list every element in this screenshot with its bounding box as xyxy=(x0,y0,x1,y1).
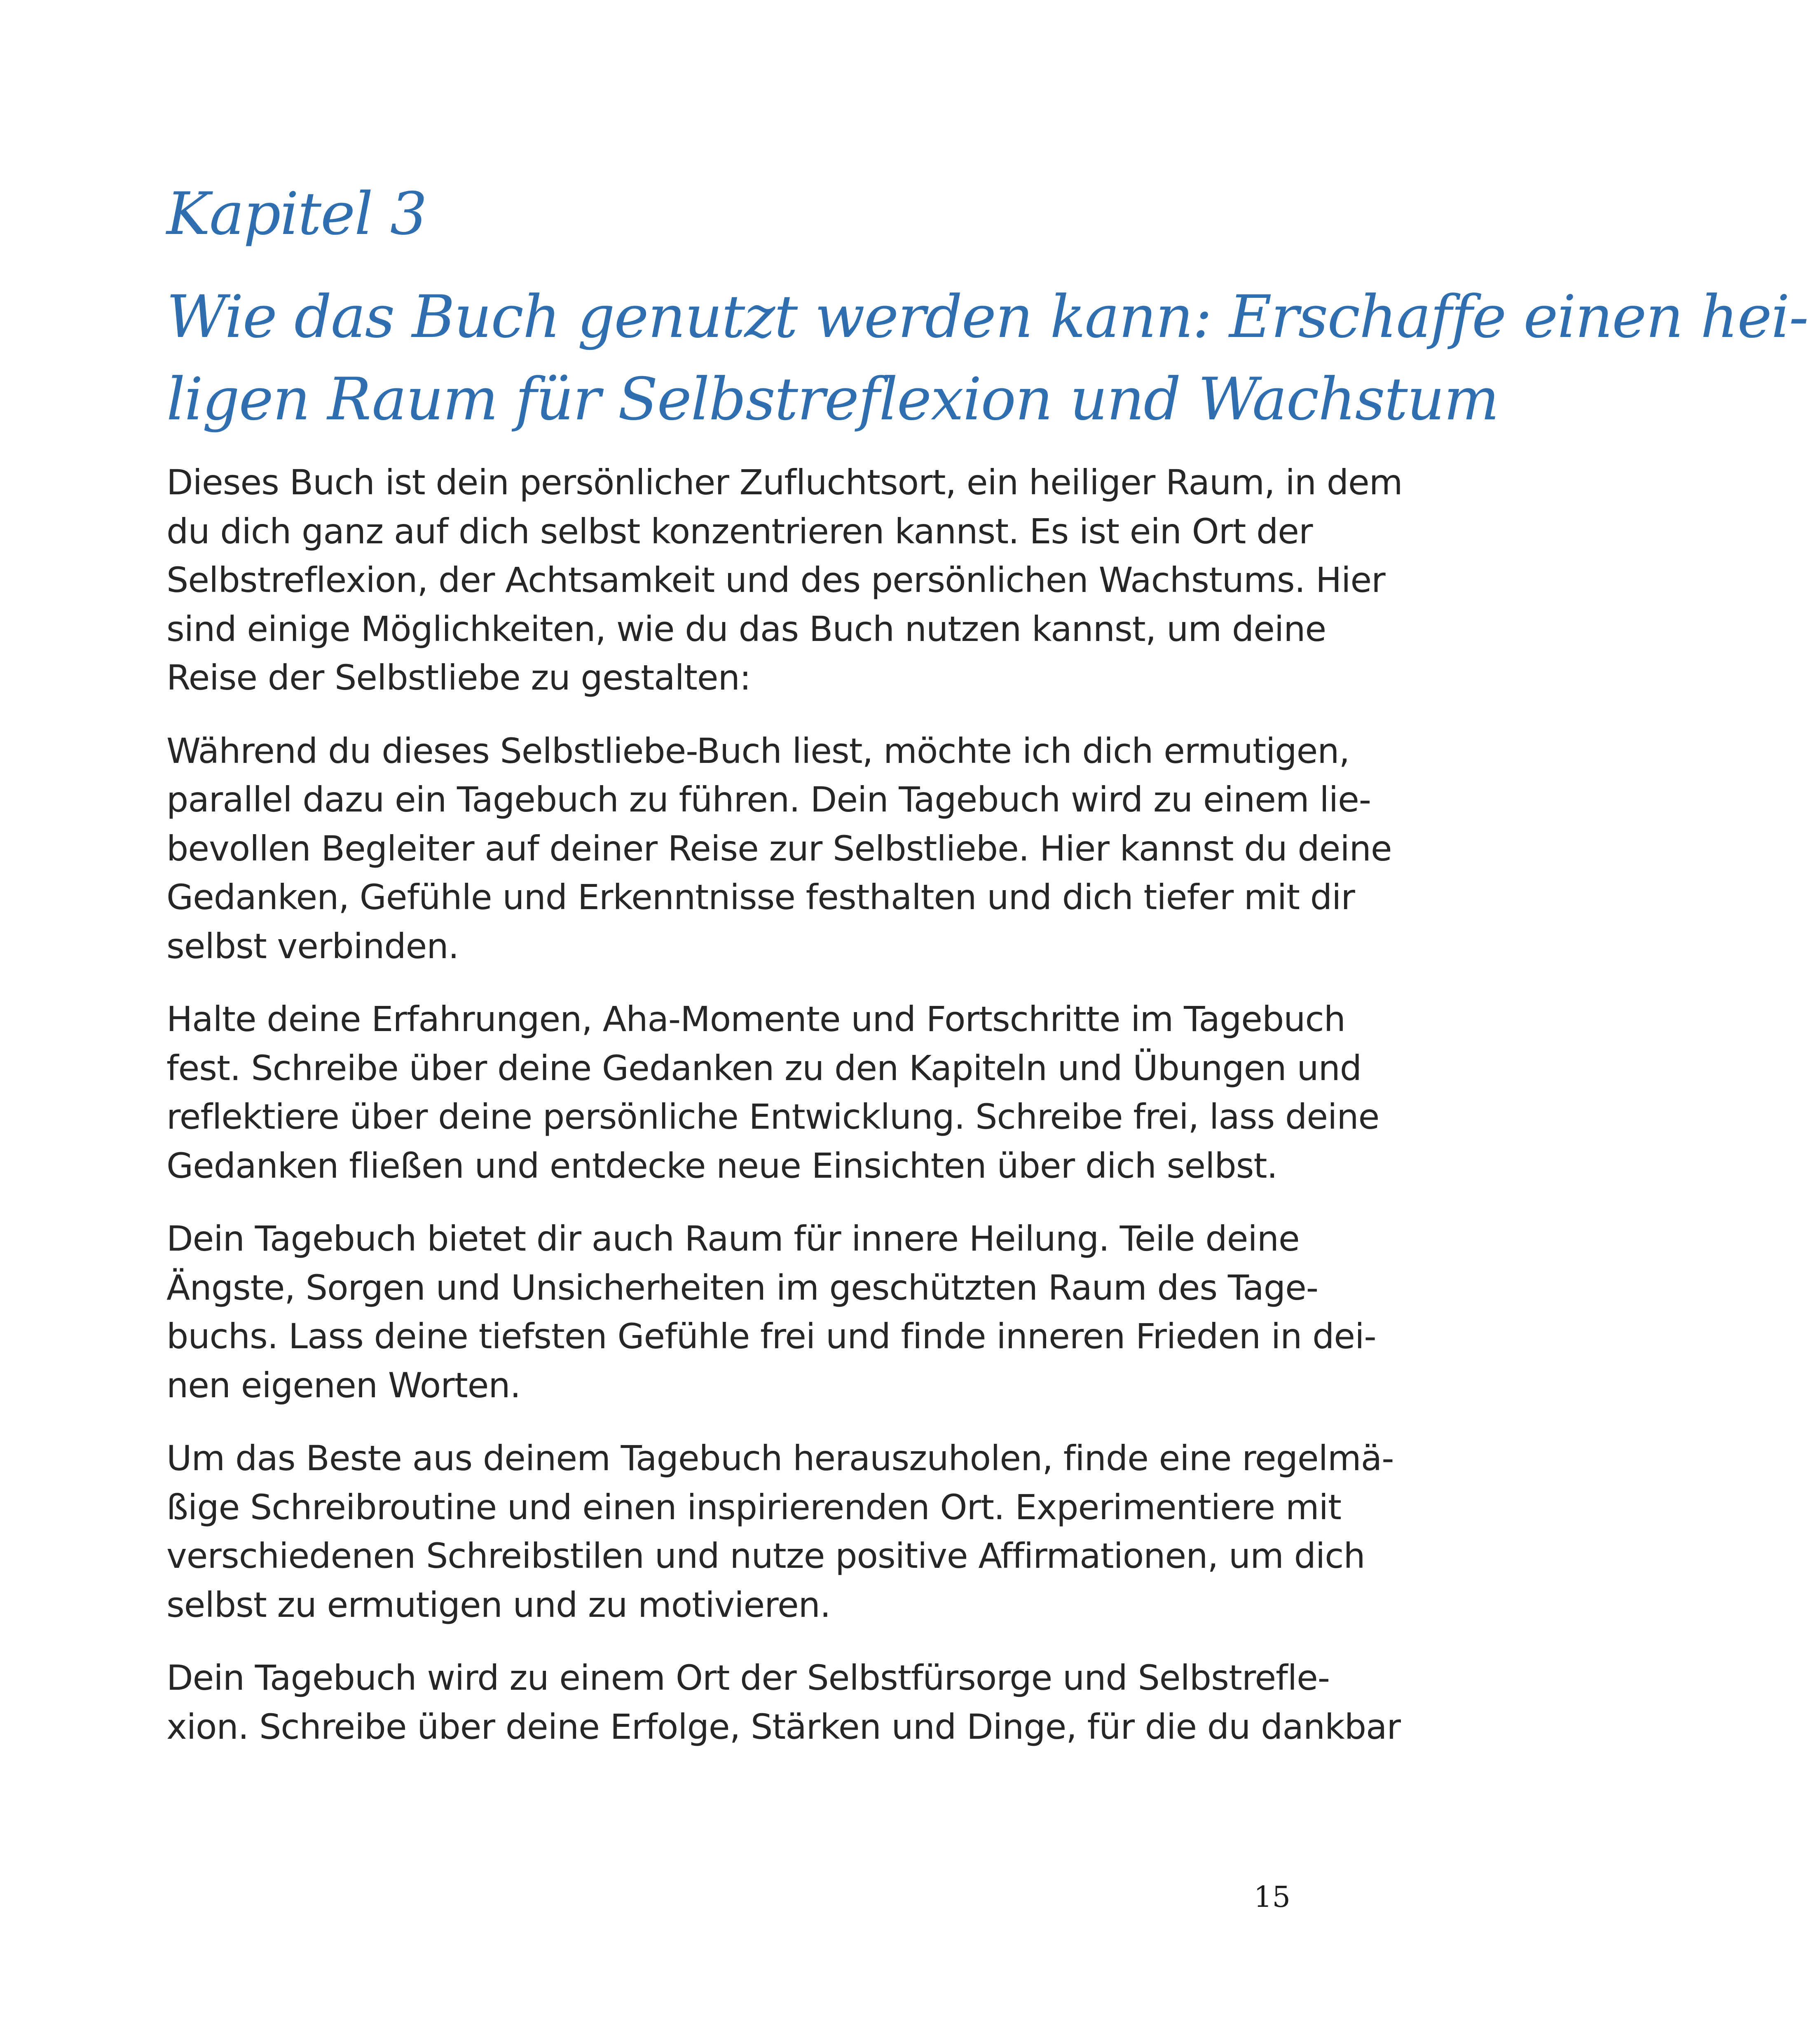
text-line: Um das Beste aus deinem Tagebuch herauszuholen, finde eine regelmä- xyxy=(166,1438,1394,1478)
chapter-title-line: ligen Raum für Selbstreflexion und Wachstum xyxy=(166,365,1499,433)
text-line: selbst zu ermutigen und zu motivieren. xyxy=(166,1584,831,1625)
text-line: bevollen Begleiter auf deiner Reise zur Selbstliebe. Hier kannst du deine xyxy=(166,828,1392,869)
text-line: buchs. Lass deine tiefsten Gefühle frei und finde inneren Frieden in dei- xyxy=(166,1316,1376,1356)
paragraph xyxy=(166,1434,1394,1629)
text-line: xion. Schreibe über deine Erfolge, Stärken und Dinge, für die du dankbar xyxy=(166,1706,1401,1747)
text-line: Reise der Selbstliebe zu gestalten: xyxy=(166,657,751,698)
chapter-label: Kapitel 3 xyxy=(166,180,427,248)
text-line: Gedanken fließen und entdecke neue Einsichten über dich selbst. xyxy=(166,1145,1278,1186)
text-line: Dieses Buch ist dein persönlicher Zufluchtsort, ein heiliger Raum, in dem xyxy=(166,462,1403,503)
text-line: nen eigenen Worten. xyxy=(166,1365,521,1406)
paragraph xyxy=(166,1214,1376,1410)
text-line: selbst verbinden. xyxy=(166,926,459,966)
page-number: 15 xyxy=(1253,1880,1290,1914)
text-line: du dich ganz auf dich selbst konzentrieren kannst. Es ist ein Ort der xyxy=(166,511,1313,552)
text-line: Dein Tagebuch wird zu einem Ort der Selbstfürsorge und Selbstrefle- xyxy=(166,1658,1330,1698)
text-line: Dein Tagebuch bietet dir auch Raum für innere Heilung. Teile deine xyxy=(166,1218,1300,1259)
text-line: parallel dazu ein Tagebuch zu führen. Dein Tagebuch wird zu einem lie- xyxy=(166,779,1371,820)
text-line: Ängste, Sorgen und Unsicherheiten im geschützten Raum des Tage- xyxy=(166,1267,1319,1308)
text-line: fest. Schreibe über deine Gedanken zu den Kapiteln und Übungen und xyxy=(166,1048,1362,1088)
text-line: verschiedenen Schreibstilen und nutze positive Affirmationen, um dich xyxy=(166,1536,1365,1576)
paragraph xyxy=(166,458,1403,702)
text-line: ßige Schreibroutine und einen inspirierenden Ort. Experimentiere mit xyxy=(166,1487,1341,1527)
text-line: Halte deine Erfahrungen, Aha-Momente und Fortschritte im Tagebuch xyxy=(166,999,1345,1039)
text-line: Während du dieses Selbstliebe-Buch liest, möchte ich dich ermutigen, xyxy=(166,730,1350,771)
text-line: sind einige Möglichkeiten, wie du das Buch nutzen kannst, um deine xyxy=(166,608,1326,649)
paragraph xyxy=(166,727,1392,971)
paragraph xyxy=(166,1653,1401,1751)
chapter-title-line: Wie das Buch genutzt werden kann: Erschaffe einen hei- xyxy=(166,283,1808,351)
paragraph xyxy=(166,995,1379,1190)
body-text xyxy=(166,458,1403,1775)
text-line: Selbstreflexion, der Achtsamkeit und des persönlichen Wachstums. Hier xyxy=(166,560,1385,600)
text-line: Gedanken, Gefühle und Erkenntnisse festhalten und dich tiefer mit dir xyxy=(166,877,1355,917)
text-line: reflektiere über deine persönliche Entwicklung. Schreibe frei, lass deine xyxy=(166,1097,1379,1137)
